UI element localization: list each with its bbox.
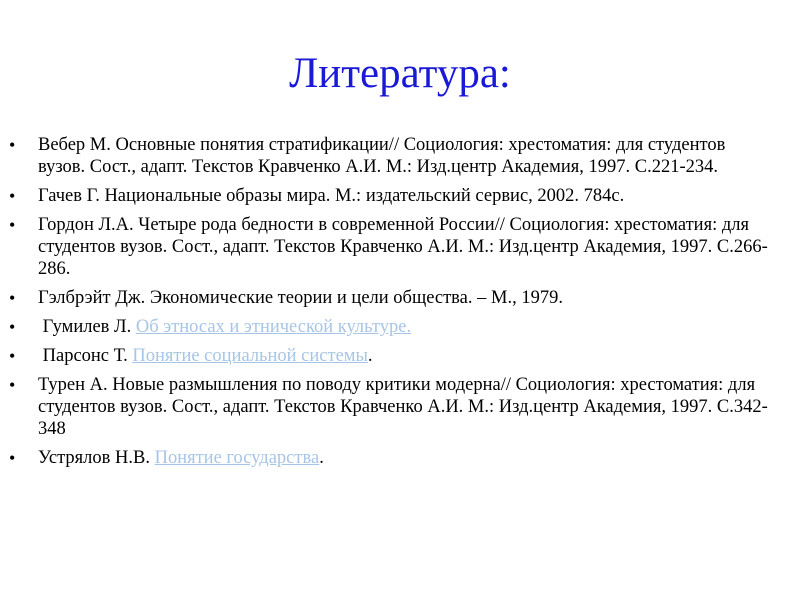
reference-text: Гэлбрэйт Дж. Экономические теории и цели общества. – М., 1979. xyxy=(38,288,563,308)
reference-link-social-system[interactable]: Понятие социальной системы xyxy=(132,346,368,366)
reference-link-ethnos[interactable]: Об этносах и этнической культуре. xyxy=(135,317,412,337)
reference-item-gordon xyxy=(0,214,800,280)
reference-item-ustryalov xyxy=(0,447,800,469)
reference-author: Парсонс Т. xyxy=(38,346,133,366)
bullet-icon: • xyxy=(9,288,16,308)
reference-item-gumilev xyxy=(0,316,800,338)
bullet-icon: • xyxy=(9,215,16,235)
reference-suffix: . xyxy=(367,346,373,366)
bullet-icon: • xyxy=(9,346,16,366)
reference-item-parsons xyxy=(0,345,800,367)
reference-author: Гумилев Л. xyxy=(38,317,136,337)
reference-suffix: . xyxy=(319,448,324,468)
bullet-icon: • xyxy=(9,375,16,395)
reference-text: Гачев Г. Национальные образы мира. М.: издательский сервис, 2002. 784с. xyxy=(38,186,625,206)
bullet-icon: • xyxy=(9,135,16,155)
reference-author: Устрялов Н.В. xyxy=(38,448,155,468)
reference-item-touraine xyxy=(0,374,800,440)
bullet-icon: • xyxy=(9,448,16,468)
reference-text: Гордон Л.А. Четыре рода бедности в современной России// Социология: хрестоматия: для студентов вузов. Сост., адапт. Текстов Кравченко А.И. М.: Изд.центр Академия, 1997. С.266-286. xyxy=(38,215,768,279)
reference-item-gachev xyxy=(0,185,800,207)
reference-item-galbraith xyxy=(0,287,800,309)
slide-title: Литература: xyxy=(289,50,511,97)
reference-text: Вебер М. Основные понятия стратификации// Социология: хрестоматия: для студентов вузов. Сост., адапт. Текстов Кравченко А.И. М.: Изд.центр Академия, 1997. С.221-234. xyxy=(38,135,726,177)
reference-text: Турен А. Новые размышления по поводу критики модерна// Социология: хрестоматия: для студентов вузов. Сост., адапт. Текстов Кравченко А.И. М.: Изд.центр Академия, 1997. С.342-348 xyxy=(38,375,768,439)
bullet-icon: • xyxy=(9,317,16,337)
reference-item-weber xyxy=(0,134,800,178)
reference-link-state[interactable]: Понятие государства xyxy=(154,448,320,468)
bullet-icon: • xyxy=(9,186,16,206)
reference-list xyxy=(0,134,800,476)
